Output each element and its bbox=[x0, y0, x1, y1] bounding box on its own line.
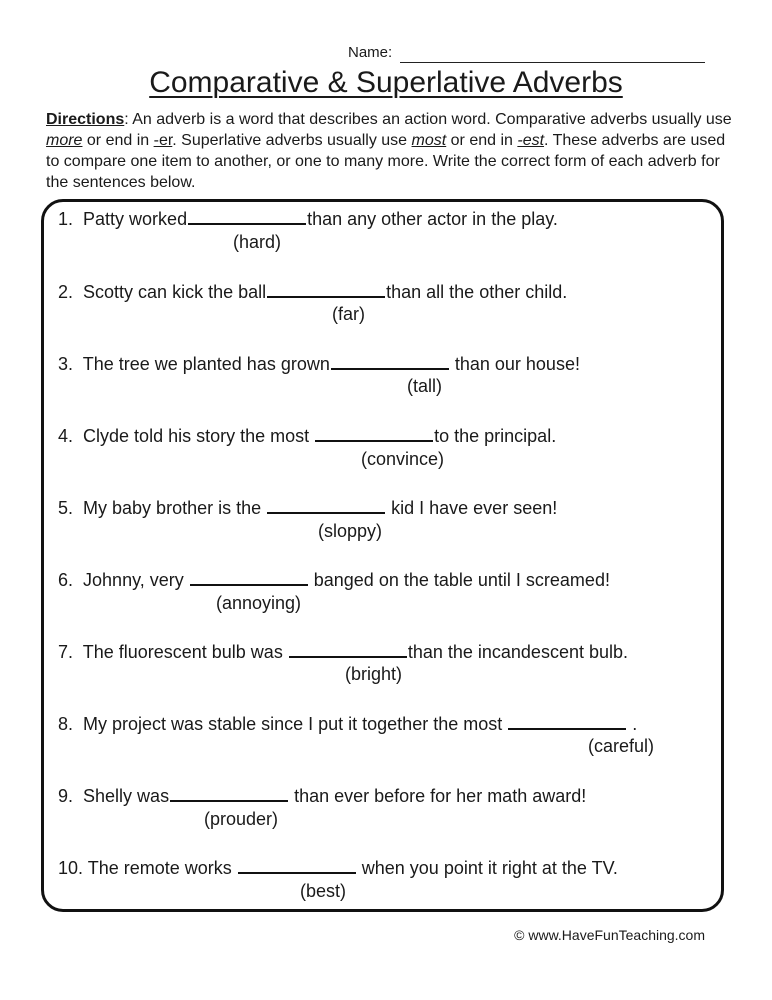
directions-text-4: or end in bbox=[446, 132, 518, 149]
question-number: 2. bbox=[58, 282, 74, 302]
name-field[interactable] bbox=[400, 62, 705, 63]
question-5 bbox=[58, 496, 557, 519]
question-text-before: Johnny, very bbox=[83, 570, 189, 590]
answer-blank[interactable] bbox=[289, 640, 407, 658]
directions-more: more bbox=[46, 132, 83, 149]
title-text: Comparative & Superlative Adverbs bbox=[149, 66, 623, 99]
question-number: 9. bbox=[58, 786, 74, 806]
answer-blank[interactable] bbox=[267, 280, 385, 298]
question-number: 8. bbox=[58, 714, 74, 734]
copyright-footer: © www.HaveFunTeaching.com bbox=[514, 927, 705, 943]
question-text-after: . bbox=[627, 714, 638, 734]
question-text-after: than ever before for her math award! bbox=[289, 786, 587, 806]
directions-text-3: . Superlative adverbs usually use bbox=[172, 132, 412, 149]
question-4 bbox=[58, 424, 556, 447]
hint-4: (convince) bbox=[361, 449, 445, 469]
directions-most: most bbox=[411, 132, 447, 149]
directions-est: -est bbox=[517, 132, 545, 149]
question-text-after: than all the other child. bbox=[386, 282, 568, 302]
question-text-after: when you point it right at the TV. bbox=[356, 858, 618, 878]
question-6 bbox=[58, 568, 610, 591]
question-number: 1. bbox=[58, 209, 74, 229]
question-8 bbox=[58, 712, 637, 735]
question-text-before: Shelly was bbox=[83, 786, 170, 806]
question-7 bbox=[58, 640, 628, 663]
question-9 bbox=[58, 784, 586, 807]
answer-blank[interactable] bbox=[331, 352, 449, 370]
question-number: 5. bbox=[58, 498, 74, 518]
directions-label: Directions bbox=[46, 111, 125, 128]
question-number: 7. bbox=[58, 642, 74, 662]
question-number: 4. bbox=[58, 426, 74, 446]
question-text-after: kid I have ever seen! bbox=[386, 498, 558, 518]
hint-8: (careful) bbox=[588, 736, 655, 756]
directions-text-1: : An adverb is a word that describes an action word. Comparative adverbs usually use bbox=[124, 111, 732, 128]
name-label: Name: bbox=[348, 44, 393, 61]
question-text-before: Patty worked bbox=[83, 209, 188, 229]
page-title bbox=[0, 66, 772, 100]
question-text-before: The fluorescent bulb was bbox=[82, 642, 288, 662]
question-text-before: Clyde told his story the most bbox=[83, 426, 315, 446]
question-text-before: The remote works bbox=[87, 858, 237, 878]
question-text-before: My baby brother is the bbox=[83, 498, 267, 518]
directions-er: -er bbox=[153, 132, 173, 149]
question-text-before: The tree we planted has grown bbox=[82, 354, 330, 374]
answer-blank[interactable] bbox=[267, 496, 385, 514]
question-text-after: than any other actor in the play. bbox=[307, 209, 558, 229]
question-1 bbox=[58, 207, 558, 230]
question-3 bbox=[58, 352, 580, 375]
answer-blank[interactable] bbox=[190, 568, 308, 586]
question-2 bbox=[58, 280, 567, 303]
hint-6: (annoying) bbox=[216, 593, 302, 613]
answer-blank[interactable] bbox=[238, 856, 356, 874]
answer-blank[interactable] bbox=[315, 424, 433, 442]
question-text-after: than our house! bbox=[449, 354, 580, 374]
hint-7: (bright) bbox=[345, 664, 403, 684]
hint-5: (sloppy) bbox=[318, 521, 383, 541]
directions-text-5: . These adverbs are used to compare one item to another, or one to many more. Write the correct form of each adverb for the sentences below. bbox=[46, 132, 726, 191]
question-number: 3. bbox=[58, 354, 74, 374]
answer-blank[interactable] bbox=[170, 784, 288, 802]
question-text-before: My project was stable since I put it together the most bbox=[83, 714, 508, 734]
hint-1: (hard) bbox=[233, 232, 282, 252]
question-text-after: than the incandescent bulb. bbox=[407, 642, 628, 662]
hint-2: (far) bbox=[332, 304, 365, 324]
question-number: 10. bbox=[58, 858, 84, 878]
question-text-after: banged on the table until I screamed! bbox=[308, 570, 610, 590]
question-text-before: Scotty can kick the ball bbox=[83, 282, 267, 302]
hint-10: (best) bbox=[300, 881, 347, 901]
question-10 bbox=[58, 856, 618, 879]
hint-3: (tall) bbox=[407, 376, 442, 396]
answer-blank[interactable] bbox=[508, 712, 626, 730]
answer-blank[interactable] bbox=[188, 207, 306, 225]
question-text-after: to the principal. bbox=[434, 426, 557, 446]
directions bbox=[46, 109, 736, 193]
hint-9: (prouder) bbox=[204, 809, 279, 829]
directions-text-2: or end in bbox=[82, 132, 154, 149]
question-number: 6. bbox=[58, 570, 74, 590]
